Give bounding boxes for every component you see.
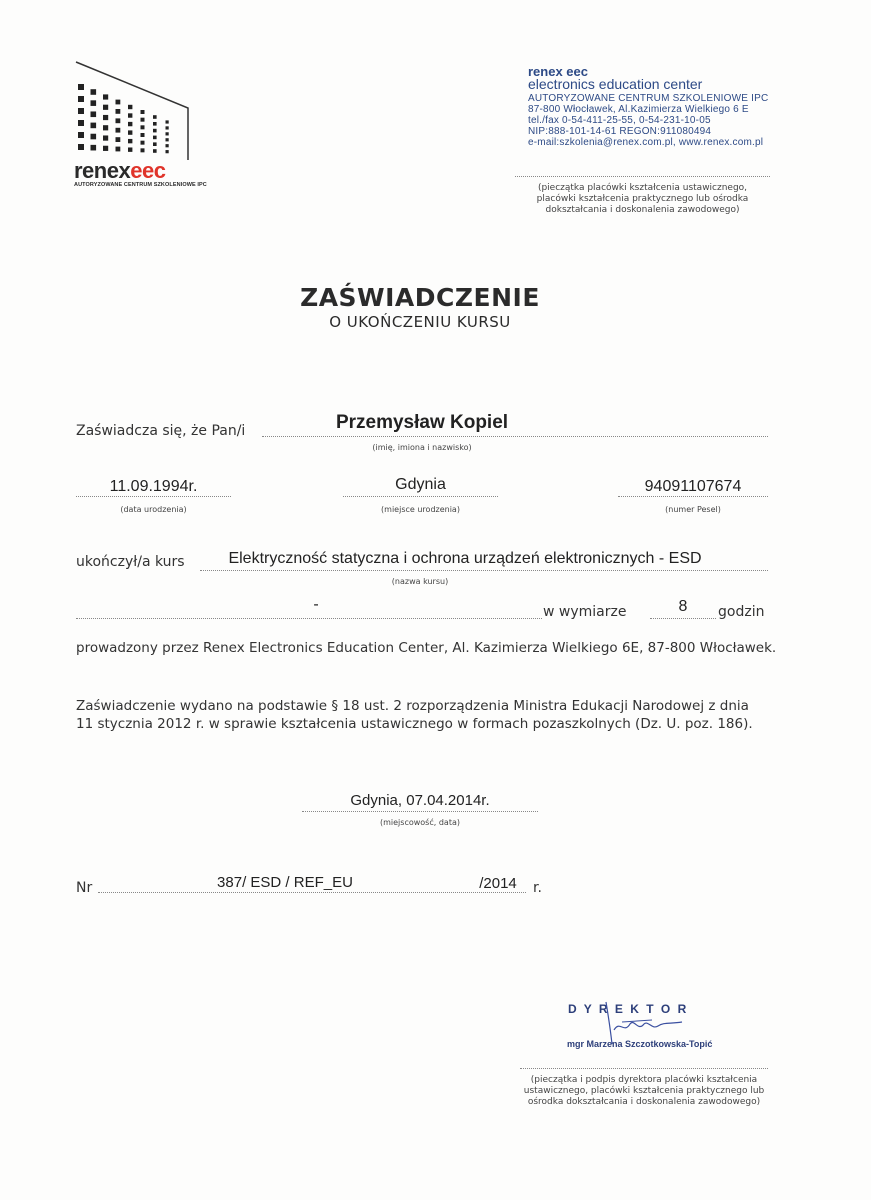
document-subtitle: O UKOŃCZENIU KURSU: [329, 313, 511, 331]
year-suffix: r.: [533, 880, 542, 896]
signature-note-line: ośrodka dokształcania i doskonalenia zawodowego): [527, 1097, 761, 1107]
legal-basis-line: 11 stycznia 2012 r. w sprawie kształcenia ustawicznego w formach pozaszkolnych (Dz. U. poz. 186).: [76, 716, 753, 732]
course-continuation: -: [313, 596, 319, 613]
birth-date-caption: (data urodzenia): [120, 505, 187, 514]
stamp-email: e-mail:szkolenia@renex.com.pl, www.renex.com.pl: [528, 137, 764, 148]
course-caption: (nazwa kursu): [391, 577, 449, 586]
stamp-nip-regon: NIP:888-101-14-61 REGON:911080494: [528, 126, 712, 137]
stamp-note-line: dokształcania i doskonalenia zawodowego): [545, 205, 740, 215]
course-label: ukończył/a kurs: [76, 554, 185, 570]
pesel-number: 94091107674: [644, 478, 742, 495]
birth-place-line: [343, 496, 498, 497]
director-title: D Y R E K T O R: [568, 1002, 689, 1016]
stamp-line: AUTORYZOWANE CENTRUM SZKOLENIOWE IPC: [528, 93, 769, 104]
building-logo-icon: [74, 60, 194, 160]
issue-place-date: Gdynia, 07.04.2014r.: [350, 792, 490, 809]
stamp-brand-subtitle: electronics education center: [528, 76, 703, 92]
stamp-brand: renex eec: [528, 64, 588, 79]
stamp-note-line: placówki kształcenia praktycznego lub ośrodka: [536, 194, 749, 204]
pesel-line: [618, 496, 768, 497]
number-label: Nr: [76, 880, 93, 896]
birth-place-caption: (miejsce urodzenia): [381, 505, 460, 514]
stamp-note-line: (pieczątka placówki kształcenia ustawicznego,: [537, 183, 748, 193]
name-line: [262, 436, 768, 437]
company-logo: [74, 60, 207, 190]
stamp-address: 87-800 Włocławek, Al.Kazimierza Wielkiego 6 E: [528, 104, 749, 115]
director-name: mgr Marzena Szczotkowska-Topić: [567, 1039, 713, 1049]
number-line: [98, 892, 526, 893]
person-name: Przemysław Kopiel: [335, 412, 509, 433]
birth-date-line: [76, 496, 231, 497]
certificate-number: 387/ ESD / REF_EU: [217, 874, 353, 891]
issue-caption: (miejscowość, data): [380, 818, 460, 827]
signature-note: [505, 1075, 783, 1108]
document-title: ZAŚWIADCZENIE: [300, 283, 540, 312]
hours-label: w wymiarze: [543, 604, 627, 620]
hours-line: [650, 618, 716, 619]
logo-subtitle: AUTORYZOWANE CENTRUM SZKOLENIOWE IPC: [74, 182, 207, 188]
birth-date: 11.09.1994r.: [109, 478, 198, 495]
issue-line: [302, 811, 538, 812]
course-continuation-line: [76, 618, 542, 619]
stamp-phone: tel./fax 0-54-411-25-55, 0-54-231-10-05: [528, 115, 711, 126]
hours-unit: godzin: [718, 604, 765, 620]
certificate-year: /2014: [479, 875, 517, 892]
stamp-note: [505, 183, 780, 216]
person-name-caption: (imię, imiona i nazwisko): [372, 443, 472, 452]
signature-note-line: ustawicznego, placówki kształcenia praktycznego lub: [523, 1086, 765, 1096]
birth-place: Gdynia: [395, 476, 446, 493]
provider-text: prowadzony przez Renex Electronics Education Center, Al. Kazimierza Wielkiego 6E, 87-800 Włocławek.: [76, 640, 777, 656]
pesel-caption: (numer Pesel): [665, 505, 721, 514]
signature-note-line: (pieczątka i podpis dyrektora placówki kształcenia: [530, 1075, 758, 1085]
legal-basis-line: Zaświadczenie wydano na podstawie § 18 ust. 2 rozporządzenia Ministra Edukacji Narodowej z dnia: [76, 698, 749, 714]
stamp-divider: [515, 176, 770, 177]
institution-stamp: [528, 66, 768, 148]
course-hours: 8: [678, 598, 688, 615]
person-label: Zaświadcza się, że Pan/i: [76, 423, 246, 439]
logo-text-eec: eec: [130, 158, 166, 183]
logo-text-renex: renex: [74, 158, 131, 183]
course-line: [200, 570, 768, 571]
course-name: Elektryczność statyczna i ochrona urządzeń elektronicznych - ESD: [228, 550, 702, 567]
signature-line: [520, 1068, 768, 1069]
